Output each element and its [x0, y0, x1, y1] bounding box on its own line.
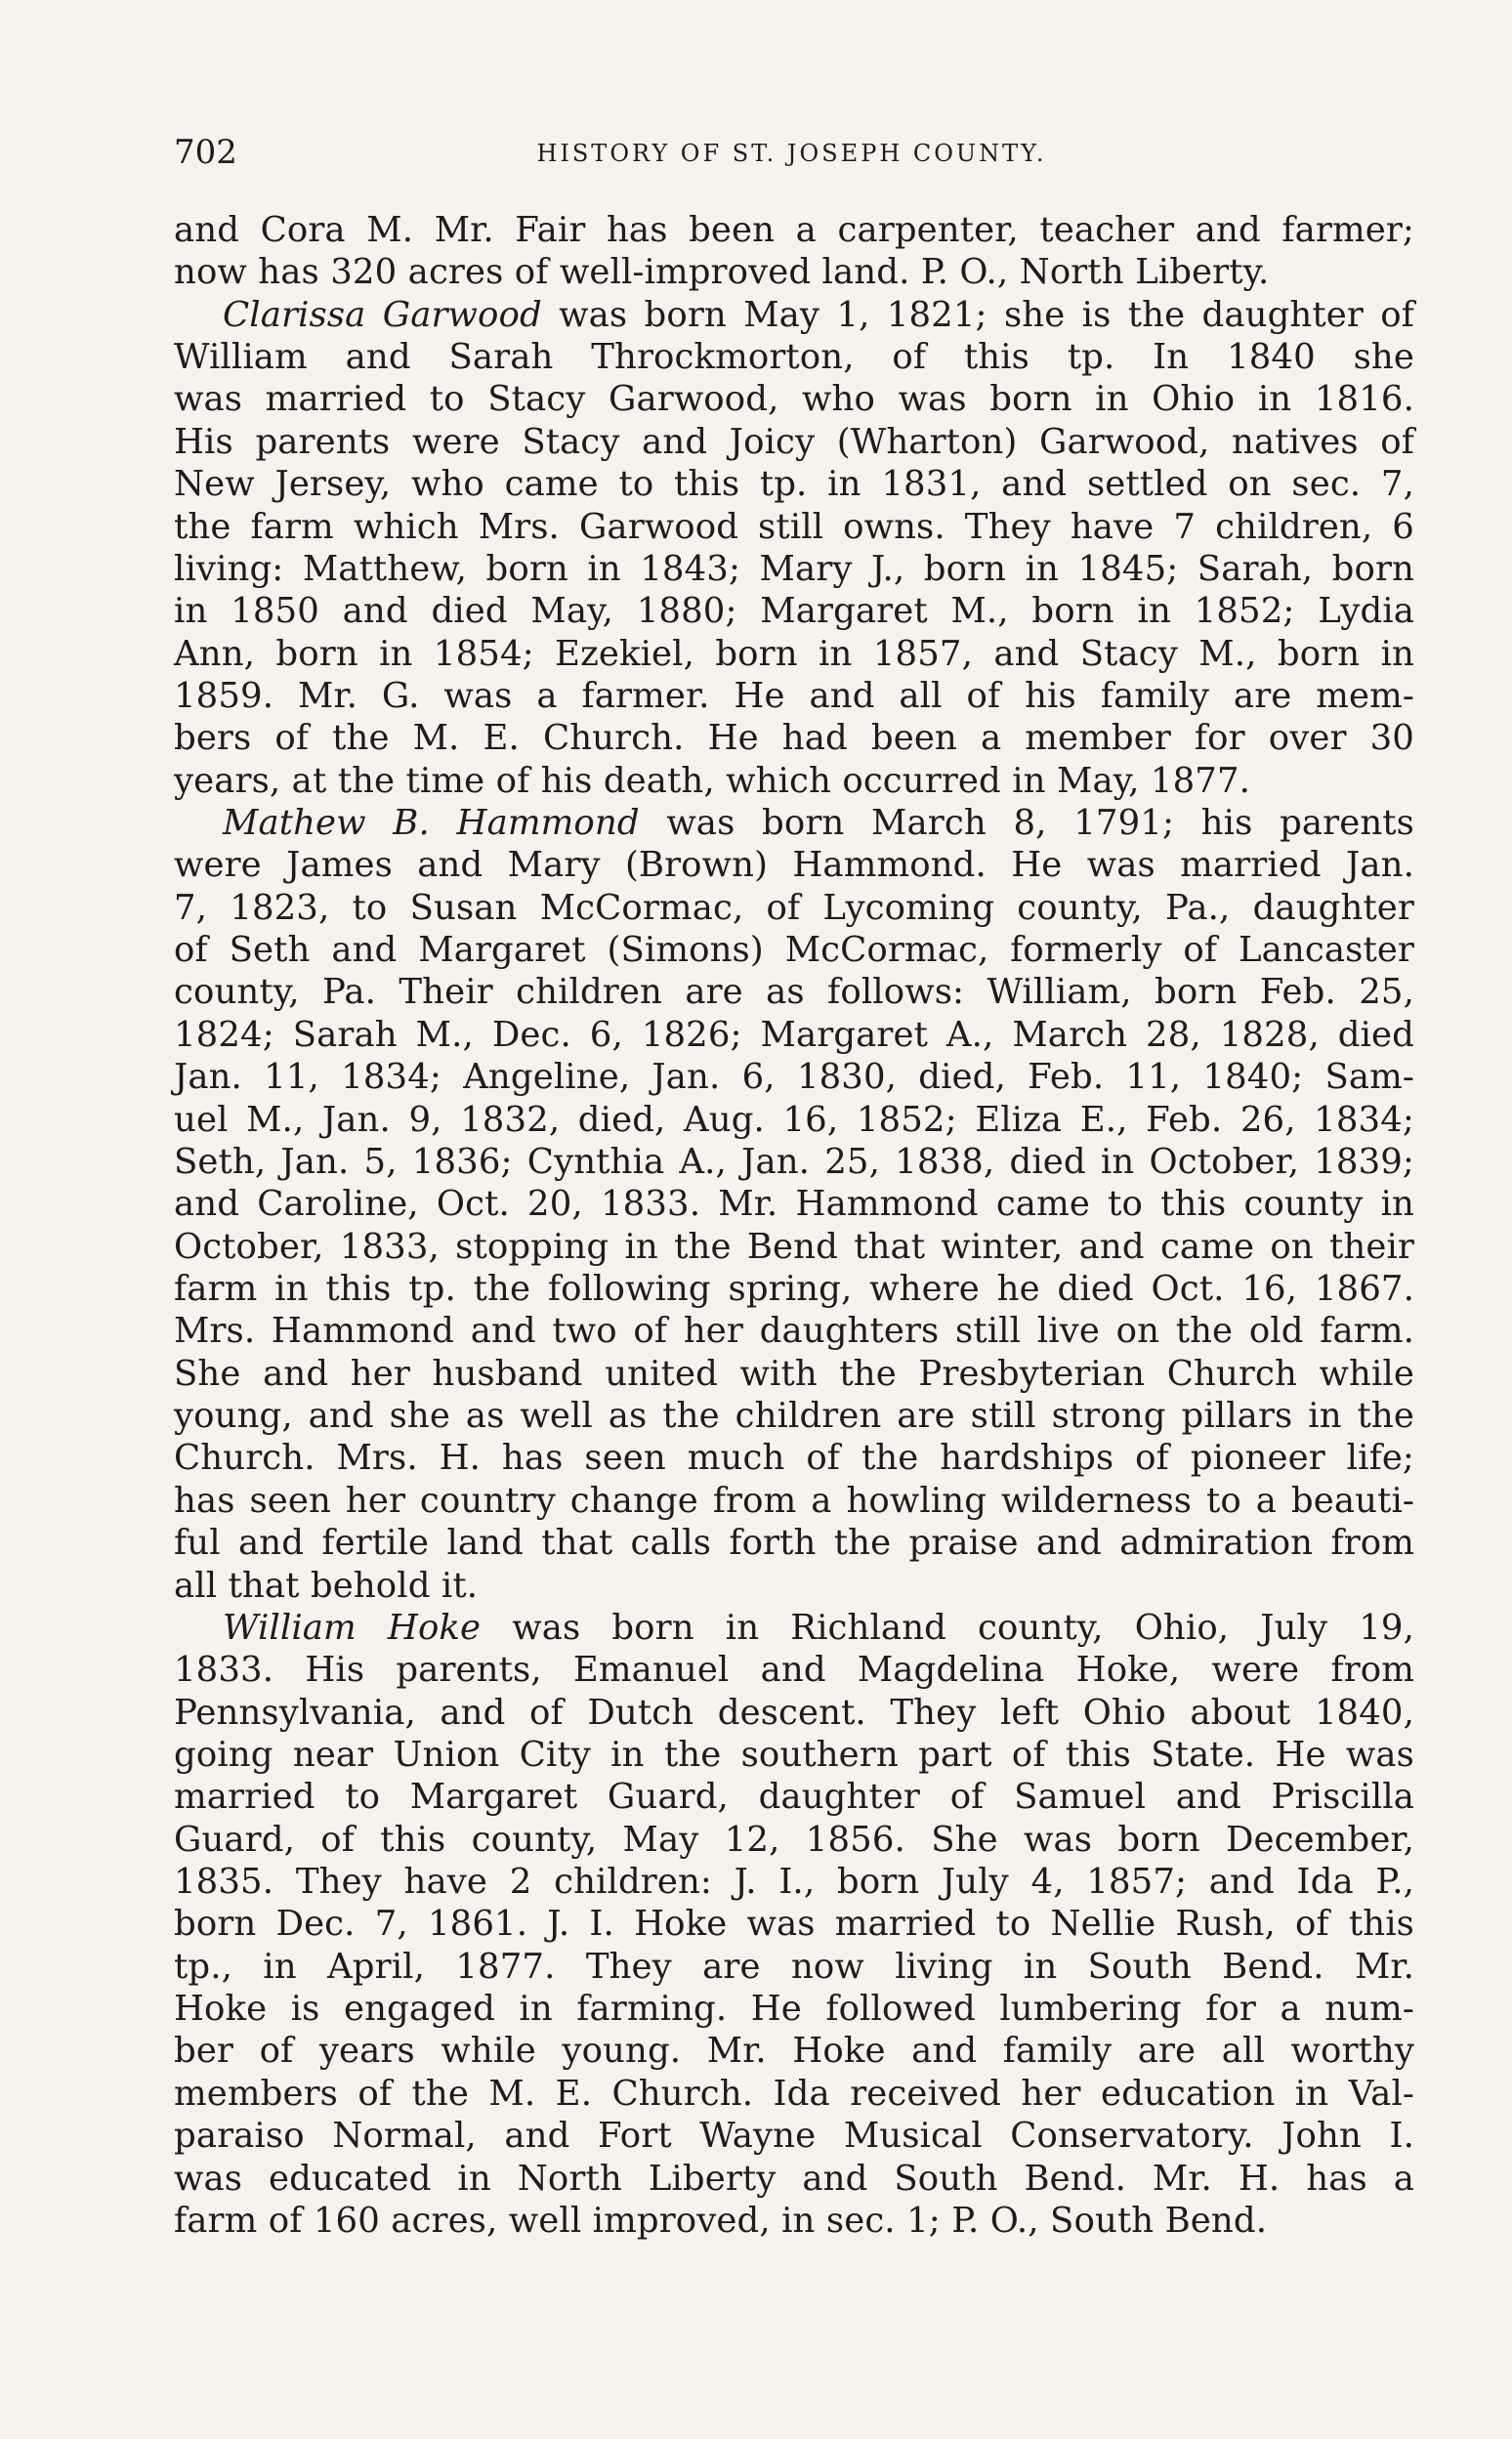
line-text: young, and she as well as the children are still strong pillars in the — [174, 1396, 1414, 1437]
line-text: members of the M. E. Church. Ida received her education in Val- — [174, 2073, 1414, 2114]
text-line — [174, 675, 1414, 717]
line-text: was born May 1, 1821; she is the daughter of — [541, 294, 1414, 335]
text-line — [174, 378, 1414, 420]
text-line — [174, 2158, 1414, 2200]
line-text: going near Union City in the southern part of this State. He was — [174, 1734, 1414, 1775]
biography-subject-name: William Hoke — [223, 1607, 482, 1648]
text-line — [174, 1692, 1414, 1734]
text-line — [174, 590, 1414, 632]
line-text: William and Sarah Throckmorton, of this tp. In 1840 she — [174, 337, 1414, 378]
text-line — [174, 1522, 1414, 1564]
line-text: married to Margaret Guard, daughter of Samuel and Priscilla — [174, 1777, 1414, 1818]
body-text — [174, 209, 1414, 2242]
line-text: Jan. 11, 1834; Angeline, Jan. 6, 1830, died, Feb. 11, 1840; Sam- — [174, 1057, 1414, 1098]
line-text: was born March 8, 1791; his parents — [639, 803, 1414, 844]
line-text: years, at the time of his death, which occurred in May, 1877. — [174, 760, 1251, 801]
text-line — [174, 1776, 1414, 1818]
line-text: Mrs. Hammond and two of her daughters still live on the old farm. — [174, 1311, 1414, 1352]
text-line — [174, 209, 1414, 251]
text-line — [174, 336, 1414, 378]
text-line — [174, 1734, 1414, 1776]
text-line — [174, 1226, 1414, 1268]
line-text: farm of 160 acres, well improved, in sec. 1; P. O., South Bend. — [174, 2200, 1268, 2241]
text-line — [174, 1946, 1414, 1988]
line-text: Guard, of this county, May 12, 1856. She was born December, — [174, 1819, 1414, 1860]
line-text: of Seth and Margaret (Simons) McCormac, formerly of Lancaster — [174, 930, 1414, 971]
text-line — [174, 1056, 1414, 1098]
line-text: 1859. Mr. G. was a farmer. He and all of his family are mem- — [174, 675, 1414, 716]
biography-subject-name: Mathew B. Hammond — [223, 803, 640, 844]
line-text: uel M., Jan. 9, 1832, died, Aug. 16, 1852; Eliza E., Feb. 26, 1834; — [174, 1099, 1414, 1140]
line-text: was born in Richland county, Ohio, July 19, — [481, 1607, 1414, 1648]
text-line — [174, 463, 1414, 505]
line-text: bers of the M. E. Church. He had been a member for over 30 — [174, 718, 1414, 759]
line-text: ful and fertile land that calls forth the praise and admiration from — [174, 1523, 1414, 1564]
text-line — [174, 844, 1414, 886]
text-line — [174, 929, 1414, 971]
line-text: was educated in North Liberty and South Bend. Mr. H. has a — [174, 2158, 1414, 2199]
text-line — [174, 1861, 1414, 1903]
text-line — [174, 1014, 1414, 1056]
text-line — [174, 421, 1414, 463]
text-line — [174, 1988, 1414, 2030]
page-number: 702 — [174, 133, 237, 172]
text-line — [174, 1353, 1414, 1395]
text-line — [174, 2200, 1414, 2242]
line-text: She and her husband united with the Presbyterian Church while — [174, 1353, 1414, 1394]
running-title: HISTORY OF ST. JOSEPH COUNTY. — [536, 140, 1047, 167]
paragraph-first-line — [174, 294, 1414, 336]
page-header — [174, 133, 1409, 172]
line-text: 1835. They have 2 children: J. I., born July 4, 1857; and Ida P., — [174, 1862, 1414, 1903]
line-text: New Jersey, who came to this tp. in 1831, and settled on sec. 7, — [174, 464, 1414, 505]
line-text: all that behold it. — [174, 1565, 479, 1606]
text-line — [174, 1903, 1414, 1945]
text-line — [174, 633, 1414, 675]
line-text: Ann, born in 1854; Ezekiel, born in 1857, and Stacy M., born in — [174, 633, 1414, 674]
text-line — [174, 1565, 1414, 1607]
line-text: 7, 1823, to Susan McCormac, of Lycoming county, Pa., daughter — [174, 887, 1414, 928]
text-line — [174, 1268, 1414, 1310]
text-line — [174, 1310, 1414, 1352]
line-text: 1824; Sarah M., Dec. 6, 1826; Margaret A., March 28, 1828, died — [174, 1014, 1414, 1055]
line-text: living: Matthew, born in 1843; Mary J., born in 1845; Sarah, born — [174, 548, 1414, 589]
line-text: was married to Stacy Garwood, who was born in Ohio in 1816. — [174, 379, 1414, 420]
text-line — [174, 1395, 1414, 1437]
line-text: October, 1833, stopping in the Bend that winter, and came on their — [174, 1226, 1414, 1267]
text-line — [174, 887, 1414, 929]
text-line — [174, 2115, 1414, 2157]
paragraph-first-line — [174, 1607, 1414, 1649]
text-line — [174, 2030, 1414, 2072]
line-text: now has 320 acres of well-improved land. P. O., North Liberty. — [174, 252, 1270, 293]
text-line — [174, 251, 1414, 293]
line-text: and Caroline, Oct. 20, 1833. Mr. Hammond came to this county in — [174, 1184, 1414, 1225]
text-line — [174, 971, 1414, 1013]
line-text: Seth, Jan. 5, 1836; Cynthia A., Jan. 25, 1838, died in October, 1839; — [174, 1141, 1414, 1182]
line-text: were James and Mary (Brown) Hammond. He was married Jan. — [174, 845, 1414, 886]
line-text: county, Pa. Their children are as follows: William, born Feb. 25, — [174, 972, 1414, 1013]
line-text: paraiso Normal, and Fort Wayne Musical Conservatory. John I. — [174, 2116, 1414, 2157]
text-line — [174, 717, 1414, 759]
line-text: tp., in April, 1877. They are now living in South Bend. Mr. — [174, 1946, 1414, 1987]
text-line — [174, 506, 1414, 548]
line-text: ber of years while young. Mr. Hoke and family are all worthy — [174, 2031, 1414, 2072]
paragraph-first-line — [174, 802, 1414, 844]
text-line — [174, 1480, 1414, 1522]
line-text: Hoke is engaged in farming. He followed lumbering for a num- — [174, 1989, 1414, 2030]
line-text: and Cora M. Mr. Fair has been a carpenter, teacher and farmer; — [174, 210, 1414, 250]
text-line — [174, 760, 1414, 802]
text-line — [174, 1099, 1414, 1141]
line-text: Church. Mrs. H. has seen much of the hardships of pioneer life; — [174, 1438, 1414, 1479]
line-text: His parents were Stacy and Joicy (Wharton) Garwood, natives of — [174, 421, 1414, 462]
biography-subject-name: Clarissa Garwood — [223, 294, 542, 335]
text-line — [174, 1819, 1414, 1861]
text-line — [174, 1649, 1414, 1691]
text-line — [174, 2073, 1414, 2115]
text-line — [174, 1183, 1414, 1225]
line-text: has seen her country change from a howling wilderness to a beauti- — [174, 1480, 1414, 1521]
text-line — [174, 1141, 1414, 1183]
line-text: Pennsylvania, and of Dutch descent. They left Ohio about 1840, — [174, 1692, 1414, 1733]
line-text: farm in this tp. the following spring, where he died Oct. 16, 1867. — [174, 1268, 1414, 1309]
text-line — [174, 1437, 1414, 1479]
line-text: born Dec. 7, 1861. J. I. Hoke was married to Nellie Rush, of this — [174, 1904, 1414, 1945]
line-text: the farm which Mrs. Garwood still owns. They have 7 children, 6 — [174, 506, 1414, 547]
text-line — [174, 548, 1414, 590]
line-text: in 1850 and died May, 1880; Margaret M., born in 1852; Lydia — [174, 591, 1414, 632]
line-text: 1833. His parents, Emanuel and Magdelina Hoke, were from — [174, 1650, 1414, 1691]
